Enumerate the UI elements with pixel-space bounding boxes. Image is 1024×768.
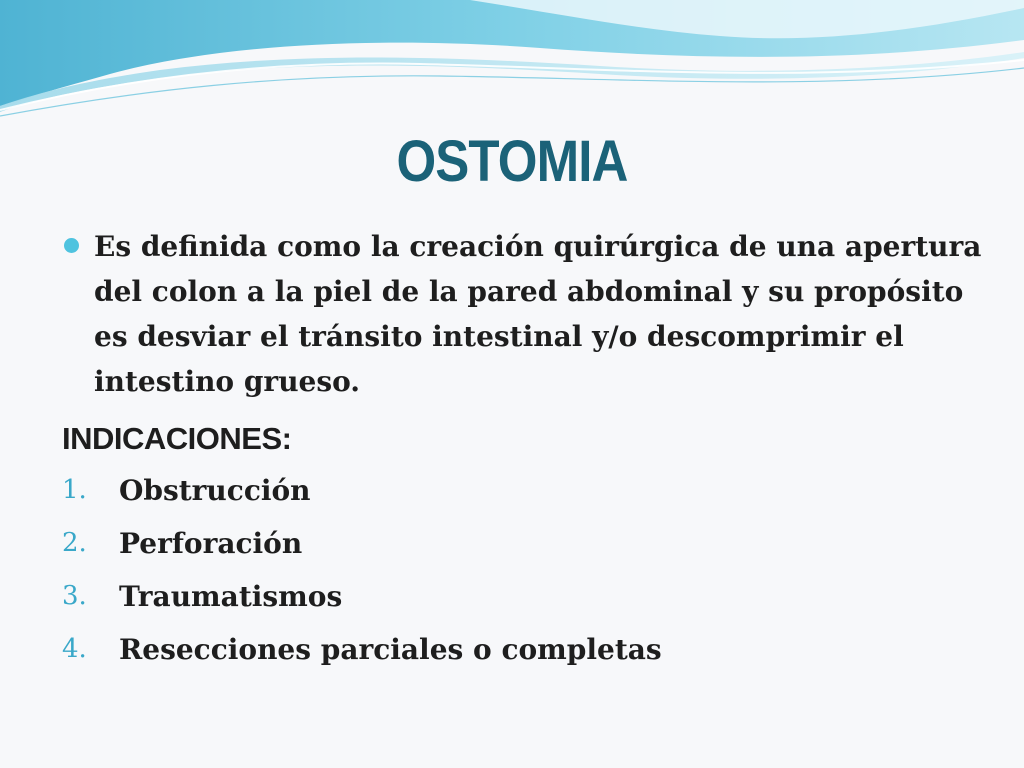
header-wave-decoration <box>0 0 1024 130</box>
indications-list <box>62 464 992 676</box>
bullet-dot-icon <box>64 238 79 253</box>
definition-text: Es definida como la creación quirúrgica de una apertura del colon a la piel de la pared abdominal y su propósito es desviar el tránsito intestinal y/o descomprimir el intestino grueso. <box>94 230 982 398</box>
list-item-number: 2. <box>62 528 87 558</box>
list-item-number: 3. <box>62 581 87 611</box>
list-item-text: Perforación <box>119 527 303 560</box>
slide-body <box>62 224 992 676</box>
list-item <box>62 623 992 676</box>
list-item-number: 4. <box>62 634 87 664</box>
list-item-text: Resecciones parciales o completas <box>119 633 662 666</box>
slide-title: OSTOMIA <box>396 129 628 194</box>
list-item <box>62 517 992 570</box>
list-item <box>62 570 992 623</box>
list-item-number: 1. <box>62 475 87 505</box>
list-item-text: Obstrucción <box>119 474 311 507</box>
list-item-text: Traumatismos <box>119 580 343 613</box>
indications-heading: INDICACIONES: <box>62 421 292 456</box>
definition-bullet <box>62 224 992 404</box>
list-item <box>62 464 992 517</box>
